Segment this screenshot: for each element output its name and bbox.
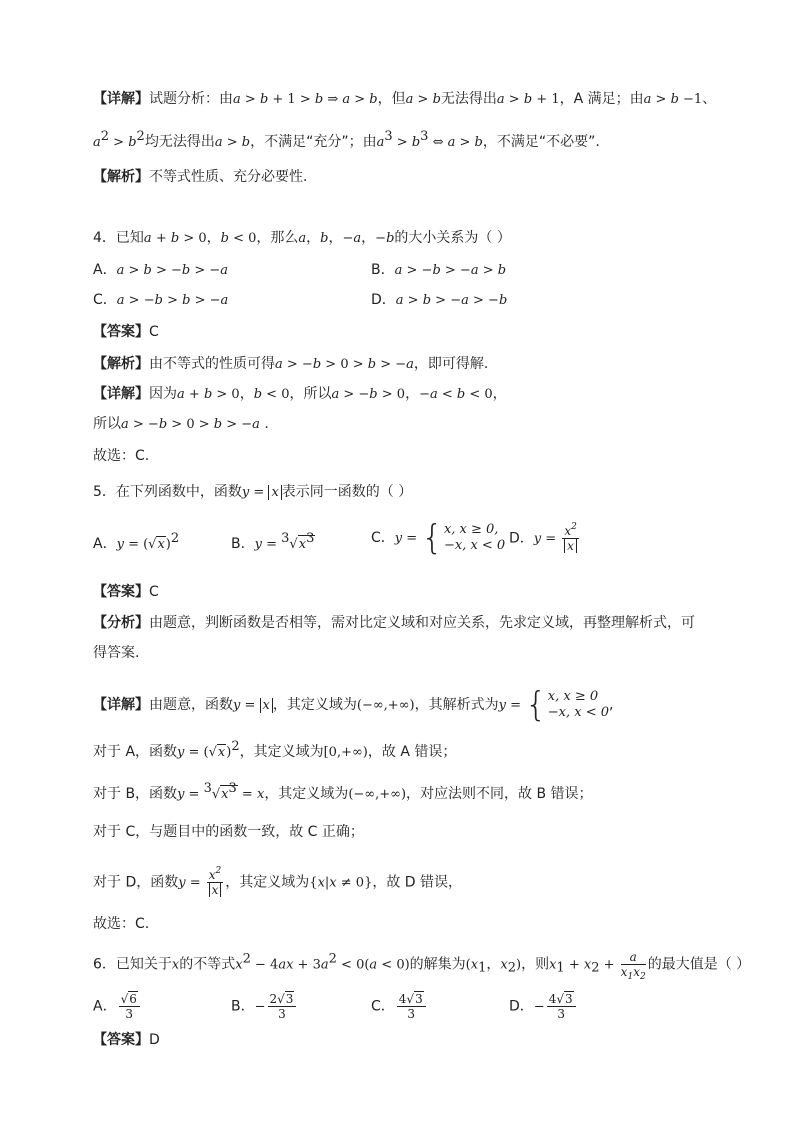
q5-detail-b: 对于 B，函数$y = ^3√x^3 = x$，其定义域为(−∞,+∞)，对应法则不同，故 B 错误；: [93, 781, 593, 802]
q5-fenxi-2: 得答案.: [93, 645, 140, 661]
formula: a: [233, 92, 241, 107]
q5-option-c: C．y = { x, x ≥ 0, −x, x < 0: [371, 518, 506, 558]
q6-option-d: D．− $\frac{4√3}{3}$: [509, 992, 578, 1021]
q6-option-a: A． $\frac{√6}{3}$: [93, 992, 142, 1021]
q5-option-a: A．$y = (√x)^2$: [93, 531, 180, 552]
q5-detail: 【详解】由题意，函数y = x ，其定义域为(−∞,+∞)，其解析式为y = { x, x ≥ 0 −x, x < 0 ,: [93, 685, 614, 725]
question-6: 6．已知关于x的不等式$x^2 - 4ax + 3a^2 < 0(a < 0)$的解集为($x_1$，$x_2$)，则$x_1 + x_2$ + $\frac{a}{x_1x_2}$ 的最大值是（ ）: [93, 950, 751, 982]
q5-option-b: B．$y = ^3√x^3$: [231, 531, 315, 552]
q6-answer: 【答案】D: [93, 1032, 160, 1048]
q4-analysis: 【解析】由不等式的性质可得a > −b > 0 > b > −a，即可得解.: [93, 356, 489, 372]
question-4: 4．已知a + b > 0，b < 0，那么a，b，−a，−b的大小关系为（ ）: [93, 230, 511, 246]
analysis-tag: 【解析】: [93, 169, 149, 185]
q4-answer: 【答案】C: [93, 324, 159, 340]
q5-detail-d: 对于 D，函数y = $\frac{x^2}{x}$ ，其定义域为{x|x ≠ 0}，故 D 错误，: [93, 866, 463, 897]
detail-tag: 【详解】: [93, 91, 149, 107]
q5-detail-c: 对于 C，与题目中的函数一致，故 C 正确；: [93, 824, 364, 840]
q4-option-a: A．a > b > −b > −a: [93, 262, 229, 278]
q4-option-d: D．a > b > −a > −b: [371, 292, 508, 308]
detail-line-1: 【详解】试题分析：由a > b + 1 > b ⇒ a > b，但a > b无法得出a > b + 1，A 满足；由a > b −1、: [93, 91, 717, 107]
detail-line-2: $a^2 > b^2$均无法得出a > b，不满足“充分”；由$a^3 > b^3$ ⇔ a > b，不满足“不必要”.: [93, 129, 600, 150]
q5-answer: 【答案】C: [93, 584, 159, 600]
q5-detail-a: 对于 A，函数$y = (√x)^2$，其定义域为[0,+∞)，故 A 错误；: [93, 739, 457, 760]
q4-option-b: B．a > −b > −a > b: [371, 262, 507, 278]
q6-option-c: C． $\frac{4√3}{3}$: [371, 992, 428, 1021]
q4-detail: 【详解】因为a + b > 0，b < 0，所以a > −b > 0，−a < b < 0，: [93, 386, 507, 402]
q6-option-b: B．− $\frac{2√3}{3}$: [231, 992, 298, 1021]
q5-option-d: D．y = $\frac{x^2}{x}$: [509, 522, 577, 553]
q5-fenxi-1: 【分析】由题意，判断函数是否相等，需对比定义域和对应关系，先求定义域，再整理解析式，可: [93, 615, 695, 631]
analysis-line: 【解析】不等式性质、充分必要性.: [93, 169, 308, 185]
q4-option-c: C．a > −b > b > −a: [93, 292, 229, 308]
q4-select: 故选：C.: [93, 448, 150, 464]
q5-select: 故选：C.: [93, 916, 150, 932]
question-5: 5．在下列函数中，函数y = x 表示同一函数的（ ）: [93, 484, 413, 500]
q4-detail-2: 所以a > −b > 0 > b > −a .: [93, 416, 269, 432]
